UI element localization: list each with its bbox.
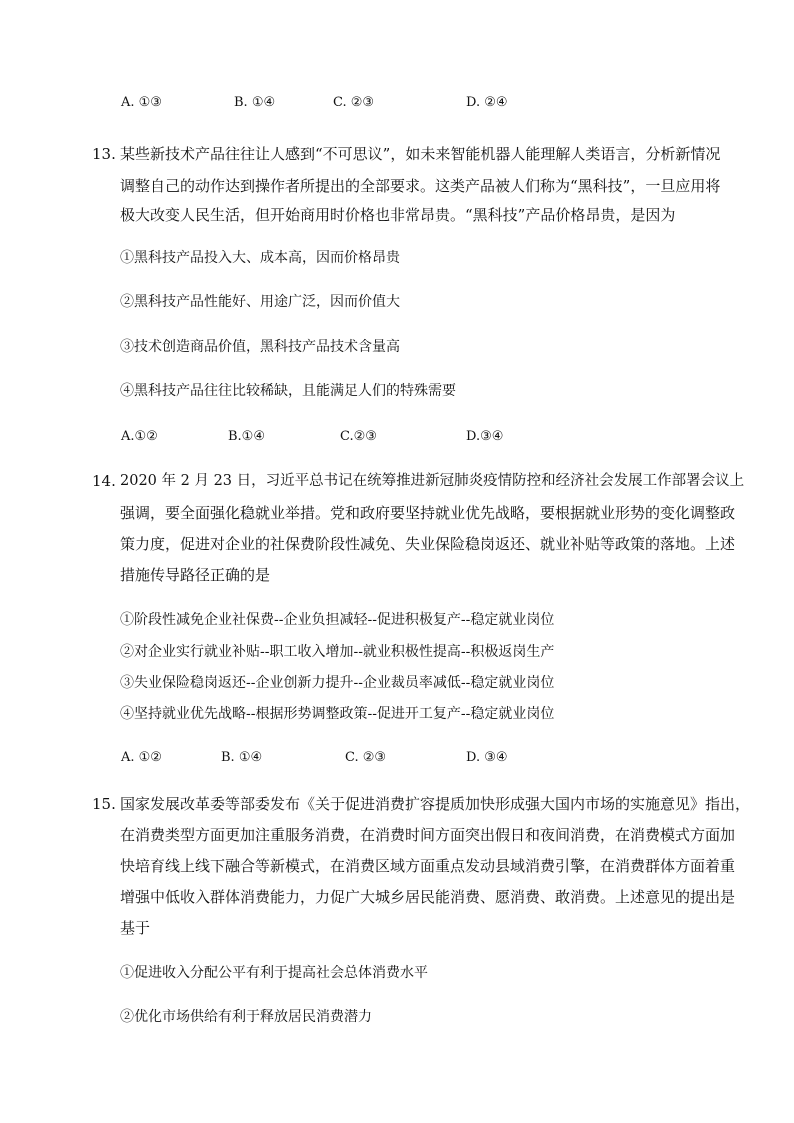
question-text-line: 某些新技术产品往往让人感到“不可思议”，如未来智能机器人能理解人类语言，分析新情况	[120, 145, 721, 163]
question-text-line: 调整自己的动作达到操作者所提出的全部要求。这类产品被人们称为“黑科技”，一旦应用将	[120, 177, 721, 195]
option-statement: ③技术创造商品价值，黑科技产品技术含量高	[120, 339, 400, 355]
option-statement: ④黑科技产品往往比较稀缺，且能满足人们的特殊需要	[120, 383, 456, 399]
question-text-line: 基于	[120, 919, 151, 937]
question-number: 15.	[92, 795, 116, 813]
answer-choice-d: D.③④	[466, 429, 504, 444]
question-text-line: 快培育线上线下融合等新模式，在消费区域方面重点发动县域消费引擎，在消费群体方面着重	[120, 857, 736, 875]
question-text-line: 国家发展改革委等部委发布《关于促进消费扩容提质加快形成强大国内市场的实施意见》指出，	[120, 795, 751, 813]
option-statement: ①黑科技产品投入大、成本高，因而价格昂贵	[120, 250, 400, 266]
answer-choice-c: C.②③	[340, 429, 377, 444]
option-statement: ④坚持就业优先战略--根据形势调整政策--促进开工复产--稳定就业岗位	[120, 706, 555, 722]
question-text-line: 增强中低收入群体消费能力，力促广大城乡居民能消费、愿消费、敢消费。上述意见的提出是	[120, 888, 736, 906]
question-text-line: 2020 年 2 月 23 日，习近平总书记在统筹推进新冠肺炎疫情防控和经济社会发展工作部署会议上	[120, 473, 745, 489]
option-statement: ②黑科技产品性能好、用途广泛，因而价值大	[120, 294, 400, 310]
option-statement: ①促进收入分配公平有利于提高社会总体消费水平	[120, 965, 428, 981]
question-number: 13.	[92, 145, 116, 163]
option-statement: ②对企业实行就业补贴--职工收入增加--就业积极性提高--积极返岗生产	[120, 644, 555, 660]
answer-choice-a: A.①②	[121, 429, 158, 444]
question-text-line: 极大改变人民生活，但开始商用时价格也非常昂贵。“黑科技”产品价格昂贵，是因为	[120, 206, 676, 224]
q12-answer-c: C. ②③	[333, 95, 375, 110]
q12-answer-a: A. ①③	[121, 95, 162, 110]
option-statement: ③失业保险稳岗返还--企业创新力提升--企业裁员率减低--稳定就业岗位	[120, 675, 555, 691]
q12-answer-b: B. ①④	[234, 95, 276, 110]
question-text-line: 措施传导路径正确的是	[120, 566, 271, 584]
question-text-line: 策力度，促进对企业的社保费阶段性减免、失业保险稳岗返还、就业补贴等政策的落地。上述	[120, 535, 736, 553]
option-statement: ②优化市场供给有利于释放居民消费潜力	[120, 1009, 372, 1025]
answer-choice-c: C. ②③	[345, 750, 387, 765]
q12-answer-d: D. ②④	[466, 95, 508, 110]
option-statement: ①阶段性减免企业社保费--企业负担减轻--促进积极复产--稳定就业岗位	[120, 612, 555, 628]
answer-choice-b: B.①④	[228, 429, 265, 444]
question-number: 14.	[92, 472, 116, 490]
answer-choice-a: A. ①②	[121, 750, 162, 765]
question-text-line: 在消费类型方面更加注重服务消费，在消费时间方面突出假日和夜间消费，在消费模式方面加	[120, 826, 736, 844]
answer-choice-d: D. ③④	[466, 750, 508, 765]
question-text-line: 强调，要全面强化稳就业举措。党和政府要坚持就业优先战略，要根据就业形势的变化调整政	[120, 504, 736, 522]
answer-choice-b: B. ①④	[221, 750, 263, 765]
